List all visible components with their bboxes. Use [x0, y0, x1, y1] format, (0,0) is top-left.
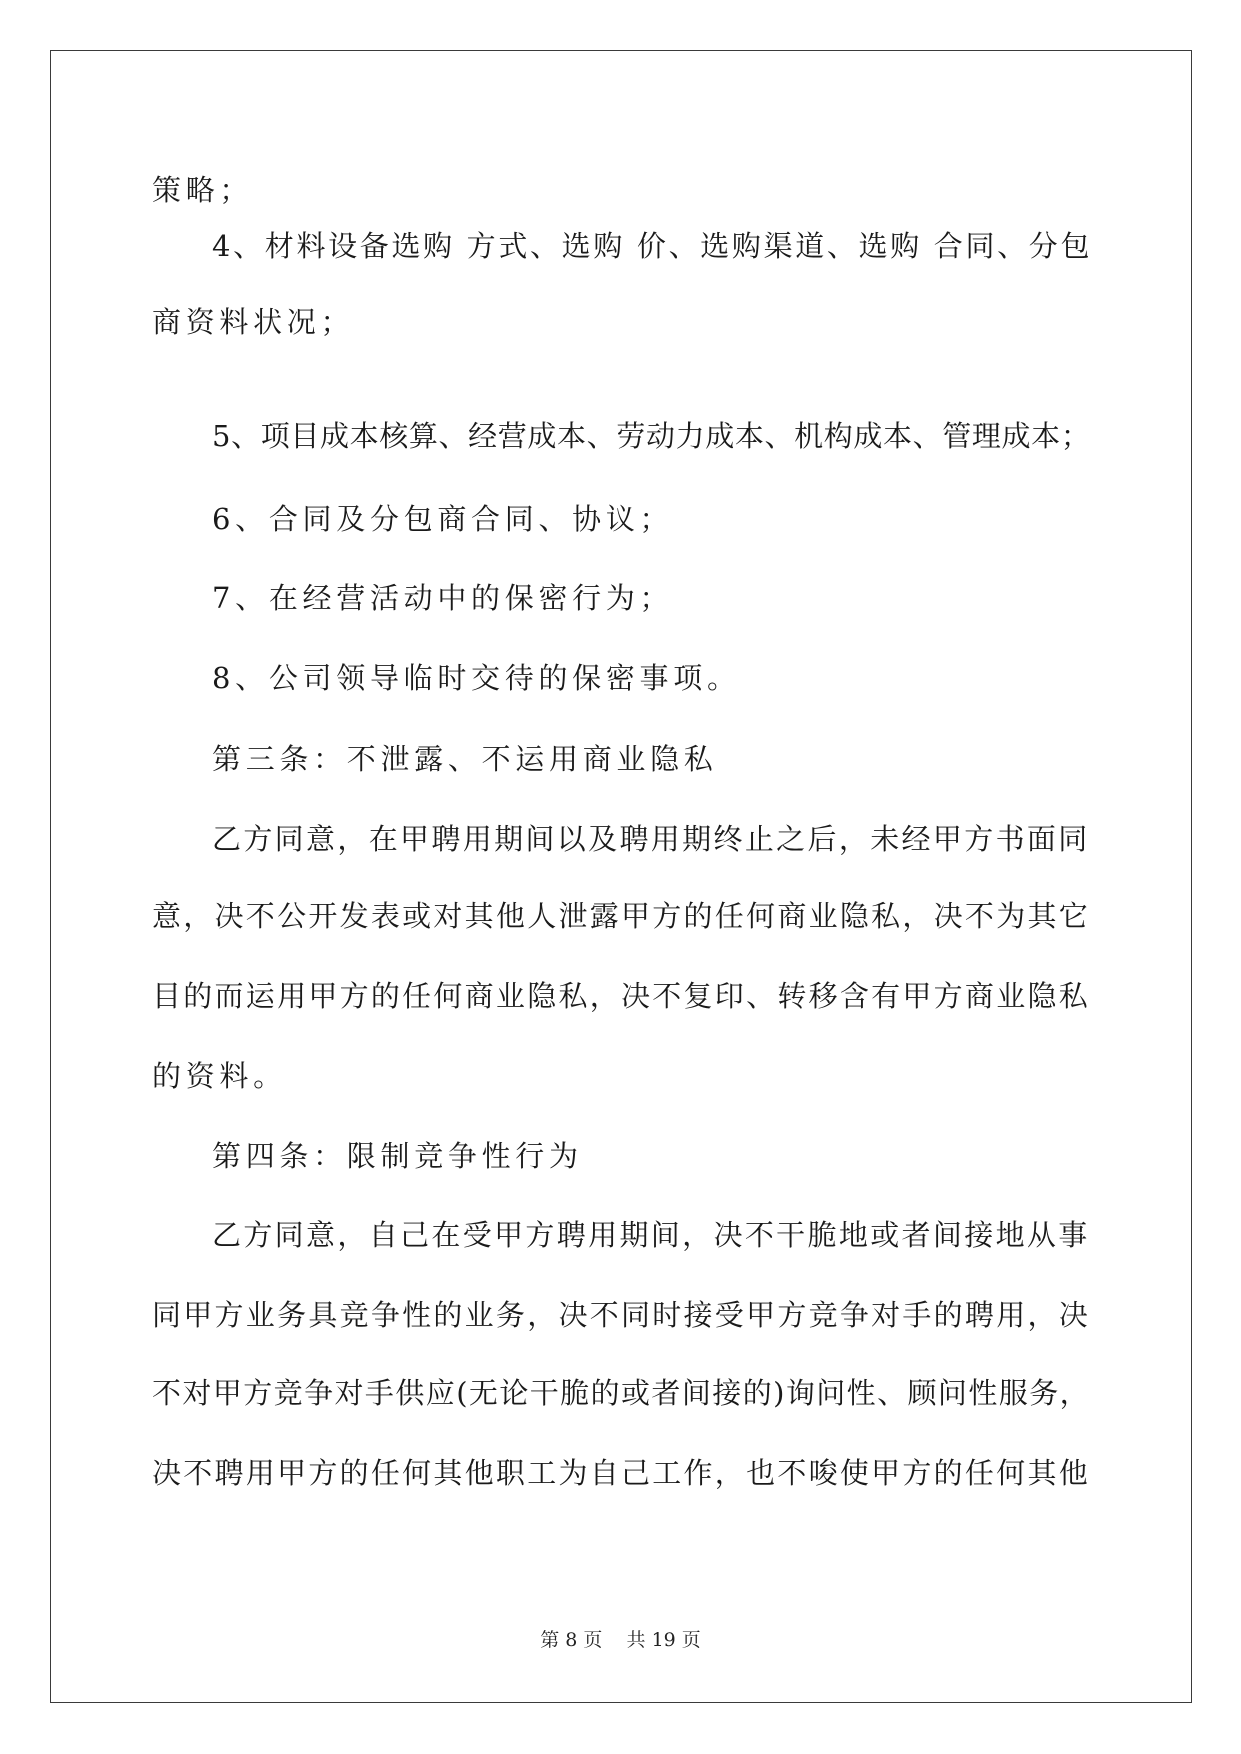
text-line: 策略；: [152, 173, 254, 207]
text-line: 6、合同及分包商合同、协议；: [212, 502, 674, 536]
text-line: 7、在经营活动中的保密行为；: [212, 581, 674, 615]
text-line: 目的而运用甲方的任何商业隐私，决不复印、转移含有甲方商业隐私: [152, 979, 1091, 1013]
text-line: 意，决不公开发表或对其他人泄露甲方的任何商业隐私，决不为其它: [152, 899, 1091, 933]
text-line: 乙方同意，自己在受甲方聘用期间，决不干脆地或者间接地从事: [212, 1218, 1090, 1252]
text-line: 不对甲方竞争对手供应(无论干脆的或者间接的)询问性、顾问性服务，: [152, 1376, 1091, 1410]
section-heading: 第三条：不泄露、不运用商业隐私: [212, 742, 718, 776]
text-line: 5、项目成本核算、经营成本、劳动力成本、机构成本、管理成本；: [212, 419, 1091, 453]
text-line: 乙方同意，在甲聘用期间以及聘用期终止之后，未经甲方书面同: [212, 822, 1090, 856]
section-heading: 第四条：限制竞争性行为: [212, 1139, 583, 1173]
text-line: 商资料状况；: [152, 305, 355, 339]
page-number-footer: 第 8 页 共 19 页: [540, 1629, 701, 1651]
text-line: 4、材料设备选购 方式、选购 价、选购渠道、选购 合同、分包: [212, 229, 1093, 263]
text-line: 同甲方业务具竞争性的业务，决不同时接受甲方竞争对手的聘用，决: [152, 1298, 1091, 1332]
text-line: 决不聘用甲方的任何其他职工为自己工作，也不唆使甲方的任何其他: [152, 1456, 1091, 1490]
text-line: 8、公司领导临时交待的保密事项。: [212, 661, 741, 695]
text-line: 的资料。: [152, 1059, 287, 1093]
